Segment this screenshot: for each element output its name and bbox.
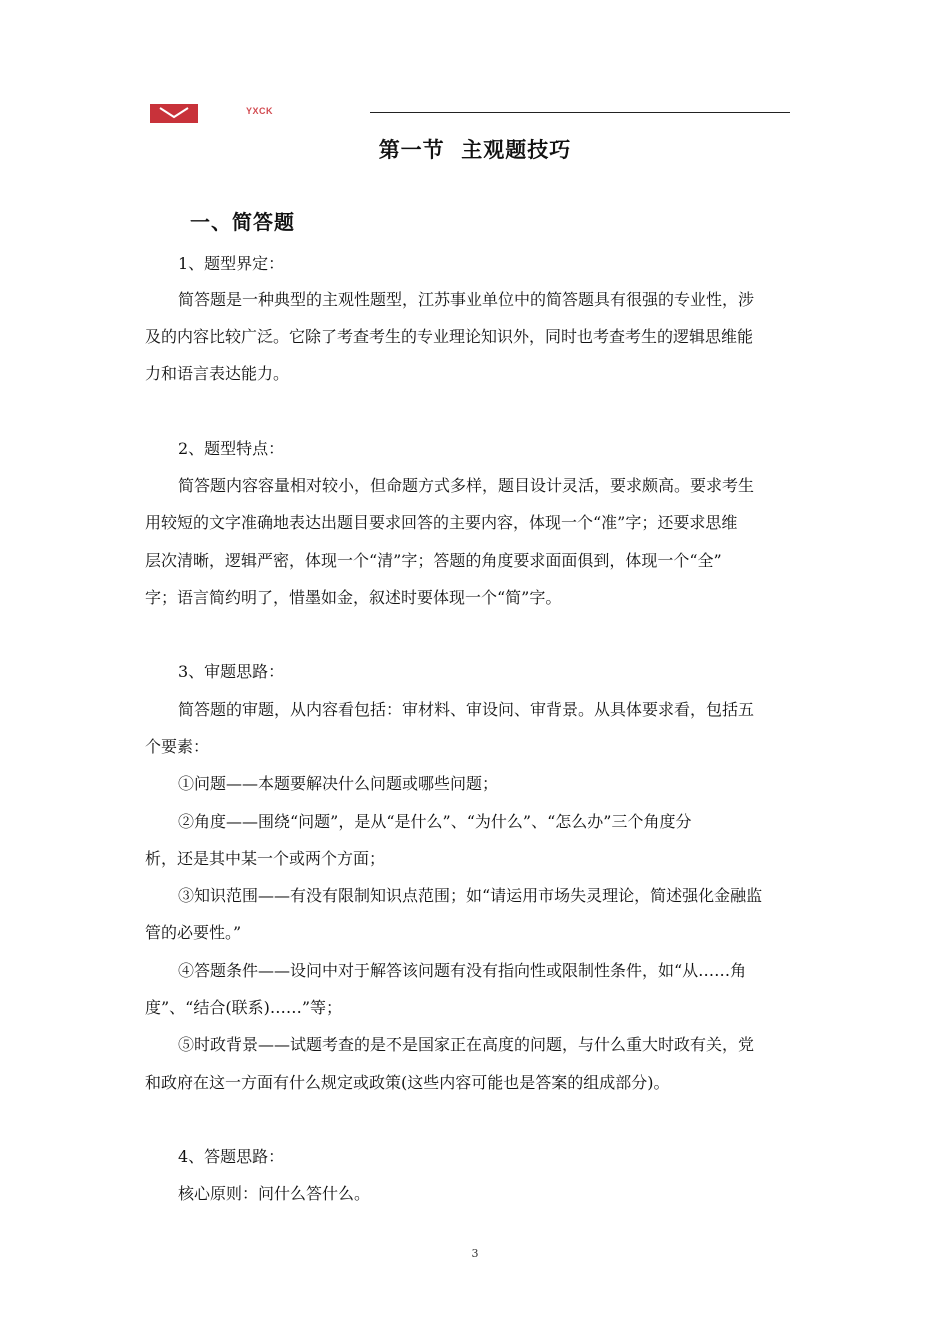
page-number: 3 [471, 1247, 479, 1260]
list-item: ②角度——围绕“问题”，是从“是什么”、“为什么”、“怎么办”三个角度分 [178, 812, 692, 831]
list-item: ①问题——本题要解决什么问题或哪些问题； [178, 774, 499, 793]
subheading-review-approach: 3、审题思路： [178, 662, 285, 681]
paragraph-line: 用较短的文字准确地表达出题目要求回答的主要内容，体现一个“准”字；还要求思维 [145, 513, 738, 532]
paragraph-line: 简答题是一种典型的主观性题型，江苏事业单位中的简答题具有很强的专业性，涉 [178, 290, 755, 309]
list-item: ⑤时政背景——试题考查的是不是国家正在高度的问题，与什么重大时政有关，党 [178, 1035, 755, 1054]
subheading-definition: 1、题型界定： [178, 254, 285, 273]
logo-text: YXCK [246, 106, 274, 116]
logo-mark [150, 104, 198, 123]
section-title: 第一节 主观题技巧 [378, 138, 572, 162]
subheading-features: 2、题型特点： [178, 439, 285, 458]
paragraph-line: 力和语言表达能力。 [145, 364, 290, 383]
paragraph-line: 层次清晰，逻辑严密，体现一个“清”字；答题的角度要求面面俱到，体现一个“全” [145, 551, 722, 570]
list-item-continuation: 度”、“结合(联系)……”等； [145, 998, 343, 1017]
list-item-continuation: 析，还是其中某一个或两个方面； [145, 849, 386, 868]
paragraph-line: 个要素： [145, 737, 210, 756]
list-item: ③知识范围——有没有限制知识点范围；如“请运用市场失灵理论，简述强化金融监 [178, 886, 763, 905]
list-item: ④答题条件——设问中对于解答该问题有没有指向性或限制性条件，如“从……角 [178, 961, 747, 980]
paragraph-line: 简答题的审题，从内容看包括：审材料、审设问、审背景。从具体要求看，包括五 [178, 700, 755, 719]
paragraph-line: 简答题内容容量相对较小，但命题方式多样，题目设计灵活，要求颇高。要求考生 [178, 476, 755, 495]
paragraph-line: 及的内容比较广泛。它除了考查考生的专业理论知识外，同时也考查考生的逻辑思维能 [145, 327, 754, 346]
paragraph-line: 核心原则：问什么答什么。 [178, 1184, 371, 1203]
paragraph-line: 字；语言简约明了，惜墨如金，叙述时要体现一个“简”字。 [145, 588, 562, 607]
header-rule [370, 112, 790, 113]
subheading-answer-approach: 4、答题思路： [178, 1147, 285, 1166]
heading-short-answer: 一、简答题 [190, 210, 295, 234]
list-item-continuation: 管的必要性。” [145, 923, 242, 942]
list-item-continuation: 和政府在这一方面有什么规定或政策(这些内容可能也是答案的组成部分)。 [145, 1073, 670, 1092]
